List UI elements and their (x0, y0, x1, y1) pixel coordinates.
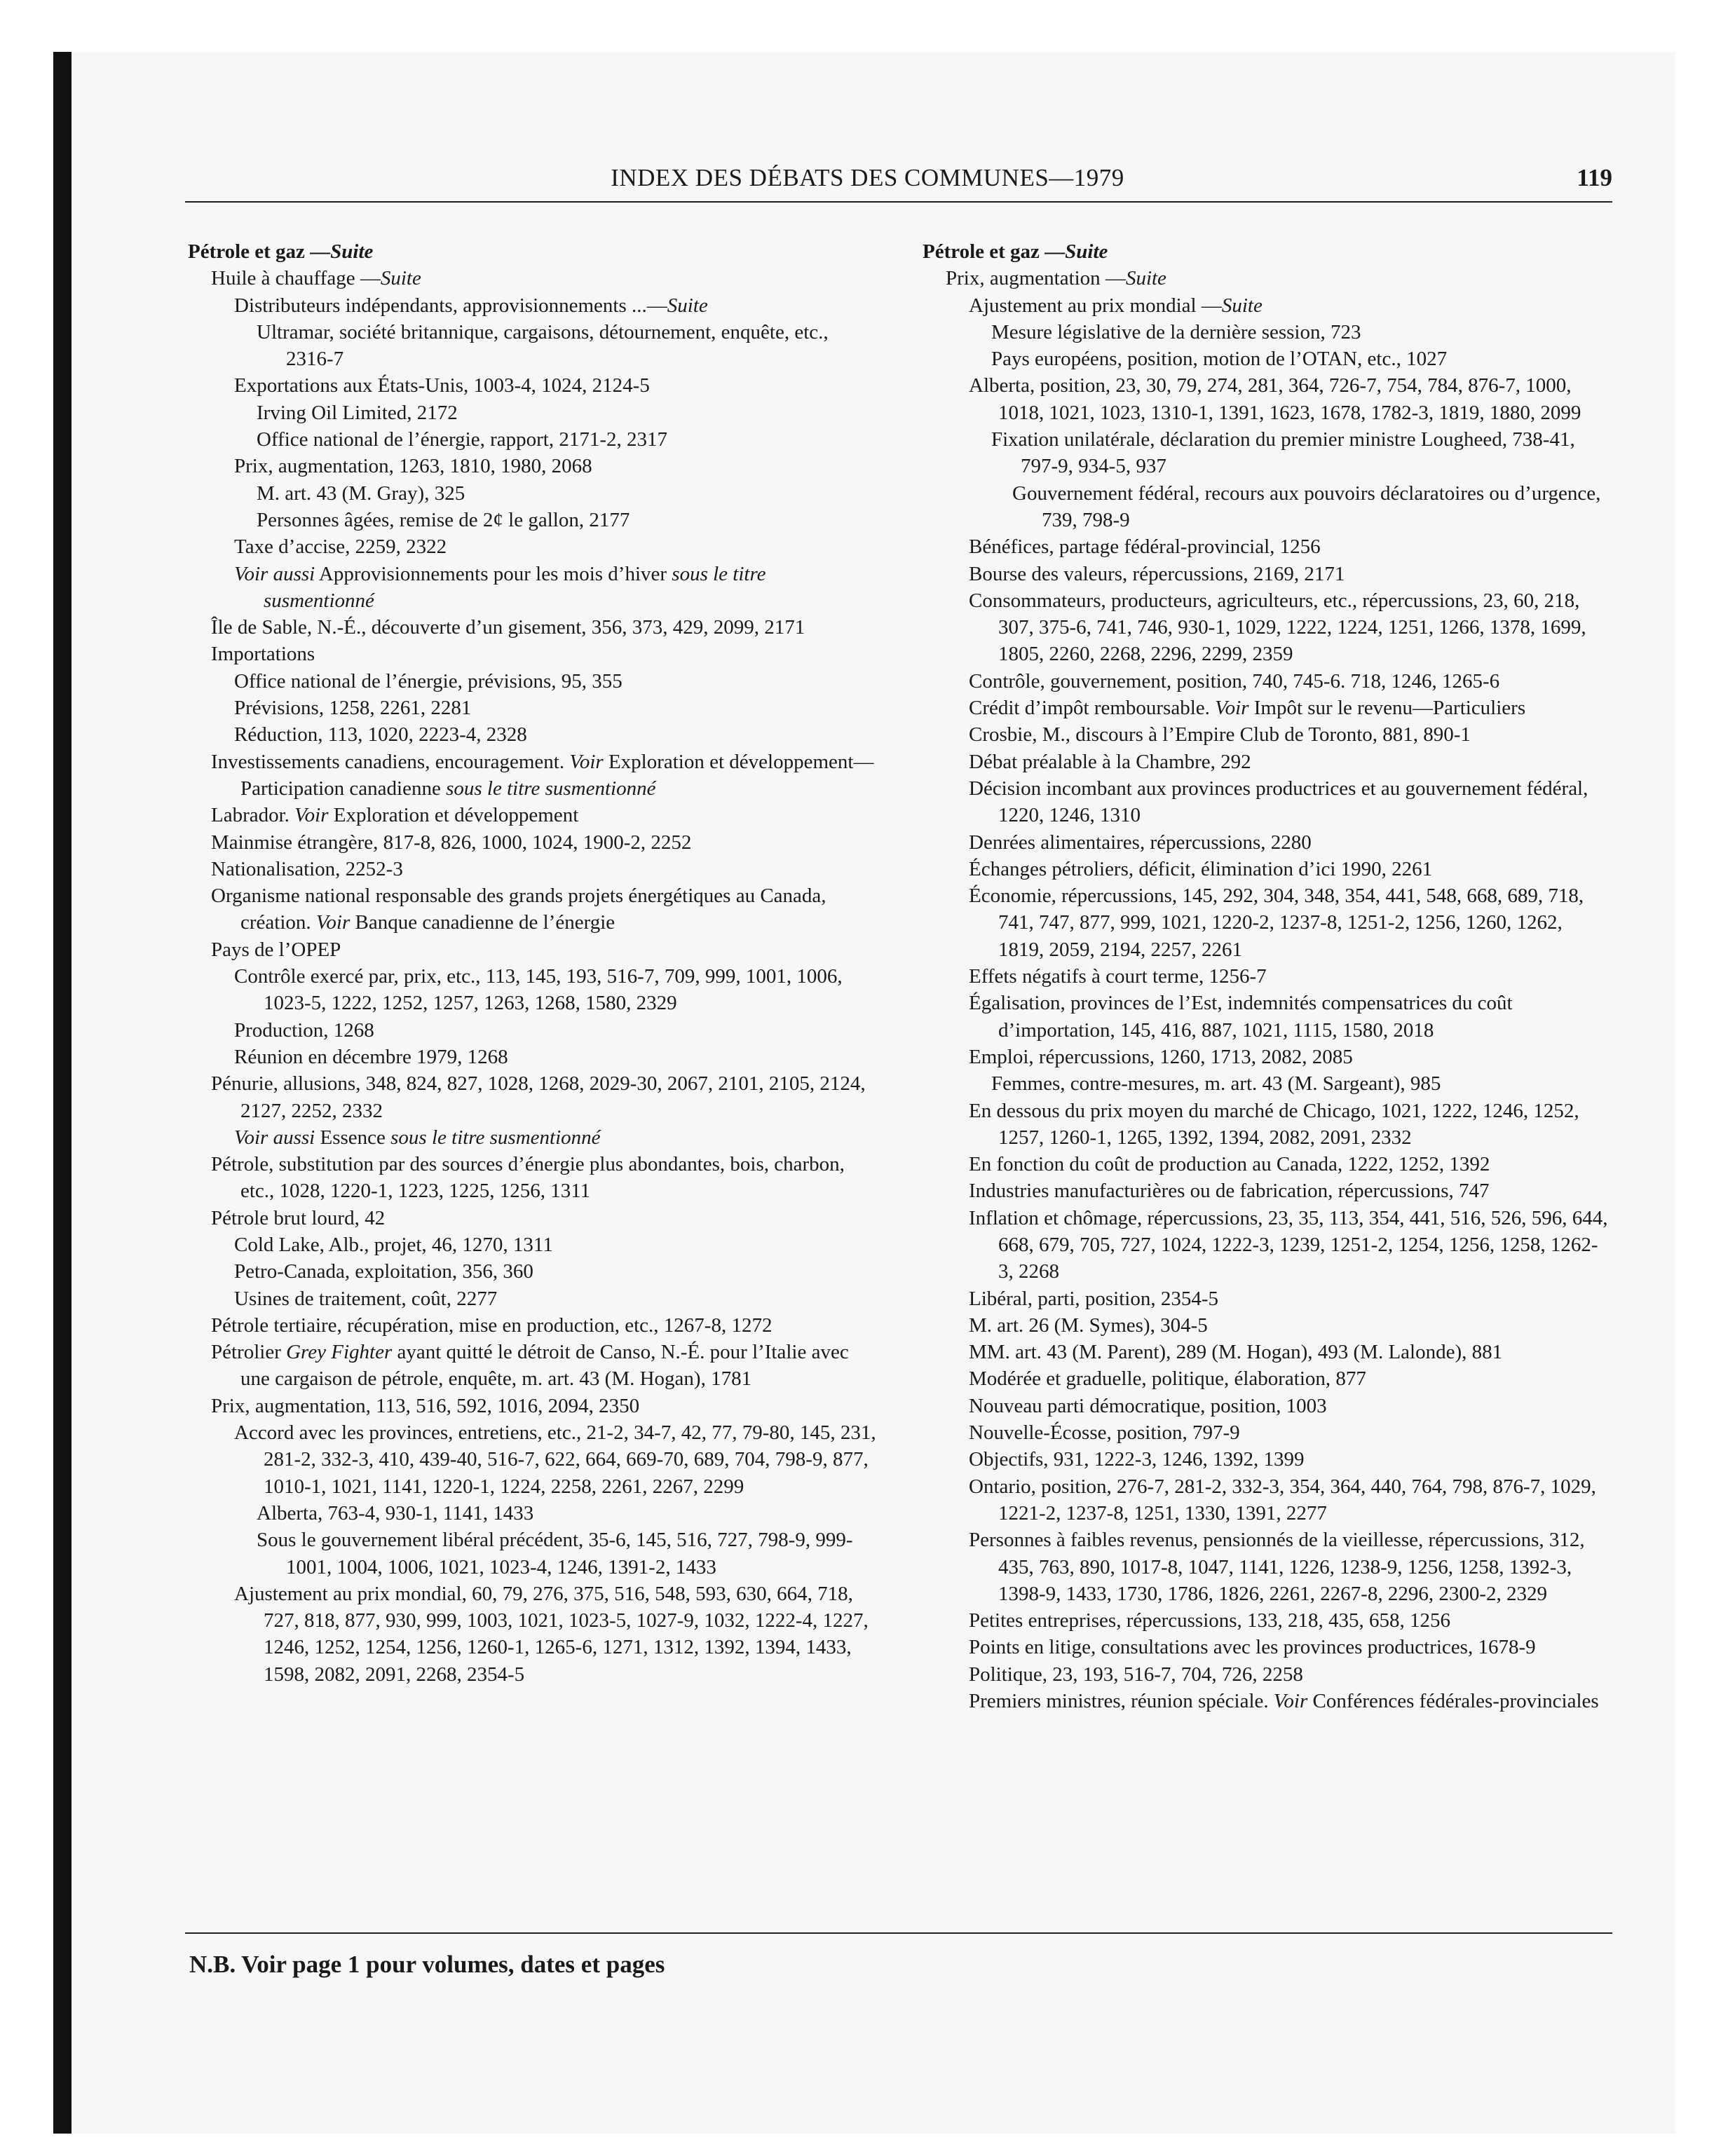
entry-text: Modérée et graduelle, politique, élaboration, 877 (969, 1367, 1366, 1391)
index-entry (923, 856, 1613, 882)
index-entry (923, 587, 1613, 668)
entry-text: Essence (315, 1126, 391, 1149)
entry-text: Prix, augmentation, 113, 516, 592, 1016, 2094, 2350 (211, 1394, 640, 1417)
index-entry (923, 265, 1613, 292)
binding-edge-shadow (53, 52, 72, 2134)
index-entry (188, 695, 878, 721)
index-entry (923, 1365, 1613, 1392)
entry-text: Effets négatifs à court terme, 1256-7 (969, 965, 1267, 988)
index-entry (923, 1151, 1613, 1178)
entry-italic: Suite (1221, 294, 1263, 317)
entry-text: Prix, augmentation, 1263, 1810, 1980, 2068 (234, 455, 592, 478)
index-entry (188, 480, 878, 507)
index-entry (923, 1527, 1613, 1607)
index-entry (188, 802, 878, 828)
entry-text: Crosbie, M., discours à l’Empire Club de Toronto, 881, 890-1 (969, 723, 1471, 746)
entry-text: Femmes, contre-mesures, m. art. 43 (M. Sargeant), 985 (991, 1072, 1441, 1096)
entry-text: Politique, 23, 193, 516-7, 704, 726, 2258 (969, 1663, 1303, 1686)
index-entry (188, 641, 878, 667)
entry-italic: Voir (315, 911, 351, 934)
index-entry (923, 1446, 1613, 1473)
running-header-title: INDEX DES DÉBATS DES COMMUNES—1979 (611, 164, 1124, 191)
index-entry (188, 533, 878, 560)
entry-text: Alberta, position, 23, 30, 79, 274, 281, 364, 726-7, 754, 784, 876-7, 1000, 1018, 1021, 1023, 1310-1, 1391, 1623, 1678, 1782-3, 1819, 1880, 2099 (969, 374, 1581, 424)
index-entry (188, 1231, 878, 1258)
entry-italic: Suite (330, 240, 374, 263)
entry-text: Importations (211, 643, 315, 666)
entry-text: Taxe d’accise, 2259, 2322 (234, 535, 447, 559)
entry-text: Exploration et développement (328, 804, 579, 827)
index-entry (188, 1285, 878, 1312)
index-entry (188, 749, 878, 803)
index-entry (923, 1312, 1613, 1339)
index-entry (923, 1205, 1613, 1285)
entry-text: Économie, répercussions, 145, 292, 304, 348, 354, 441, 548, 668, 689, 718, 741, 747, 877, 999, 1021, 1220-2, 1237-8, 1251-2, 1256, 1260, 1262, 1819, 2059, 2194, 2257, 2261 (969, 885, 1584, 961)
entry-text: Pétrole, substitution par des sources d’énergie plus abondantes, bois, charbon, etc., 1028, 1220-1, 1223, 1225, 1256, 1311 (211, 1153, 845, 1203)
entry-text: Inflation et chômage, répercussions, 23, 35, 113, 354, 441, 516, 526, 596, 644, 668, 679, 705, 727, 1024, 1222-3, 1239, 1251-2, 1254, 1256, 1258, 1262-3, 2268 (969, 1206, 1608, 1283)
entry-italic: Voir (569, 750, 604, 773)
entry-italic: sous le titre susmentionné (264, 562, 766, 612)
entry-text: Cold Lake, Alb., projet, 46, 1270, 1311 (234, 1233, 553, 1256)
entry-text: Accord avec les provinces, entretiens, etc., 21-2, 34-7, 42, 77, 79-80, 145, 231, 281-2, 332-3, 410, 439-40, 516-7, 622, 664, 669-70, 689, 704, 798-9, 877, 1010-1, 1021, 1141, 1220-1, 1224, 2258, 2261, 2267, 2299 (234, 1421, 876, 1498)
index-entry (923, 1285, 1613, 1312)
entry-italic: Grey Fighter (286, 1341, 393, 1364)
index-entry (188, 319, 878, 373)
index-column-left (188, 238, 878, 1688)
entry-text: Pétrole brut lourd, 42 (211, 1206, 386, 1229)
entry-text: Impôt sur le revenu—Particuliers (1248, 697, 1526, 720)
entry-text: Bénéfices, partage fédéral-provincial, 1256 (969, 535, 1321, 559)
index-entry (923, 426, 1613, 480)
entry-text: Île de Sable, N.-É., découverte d’un gisement, 356, 373, 429, 2099, 2171 (211, 616, 805, 639)
entry-text: Bourse des valeurs, répercussions, 2169, 2171 (969, 562, 1345, 585)
index-entry (188, 882, 878, 936)
footer-rule (185, 1932, 1612, 1934)
entry-text: Exportations aux États-Unis, 1003-4, 1024, 2124-5 (234, 374, 650, 397)
index-entry (188, 1393, 878, 1419)
index-entry (188, 292, 878, 319)
see-also-label: Voir aussi (234, 562, 315, 585)
entry-text: Nouveau parti démocratique, position, 1003 (969, 1394, 1327, 1417)
index-entry (188, 1124, 878, 1151)
entry-text: Industries manufacturières ou de fabrication, répercussions, 747 (969, 1180, 1490, 1203)
entry-text: En dessous du prix moyen du marché de Chicago, 1021, 1222, 1246, 1252, 1257, 1260-1, 1265, 1392, 1394, 2082, 2091, 2332 (969, 1099, 1579, 1149)
entry-text: Organisme national responsable des grands projets énergétiques au Canada, création. (211, 885, 826, 934)
index-entry (188, 1419, 878, 1500)
index-entry (188, 936, 878, 963)
entry-italic: Suite (1125, 267, 1166, 290)
index-entry (923, 1473, 1613, 1527)
entry-text: Production, 1268 (234, 1018, 374, 1042)
entry-text: Personnes âgées, remise de 2¢ le gallon, 2177 (257, 508, 630, 531)
index-entry (188, 1527, 878, 1581)
entry-italic: Voir (1215, 697, 1249, 720)
index-entry (923, 319, 1613, 346)
index-entry (923, 292, 1613, 319)
index-entry (188, 400, 878, 426)
index-entry (188, 1070, 878, 1124)
index-entry (188, 1339, 878, 1393)
index-entry (188, 372, 878, 399)
index-entry (188, 668, 878, 695)
index-entry (923, 561, 1613, 587)
entry-text: Alberta, 763-4, 930-1, 1141, 1433 (257, 1501, 534, 1524)
entry-text: Pétrole et gaz — (923, 240, 1066, 263)
index-entry (188, 1581, 878, 1688)
footer-note: N.B. Voir page 1 pour volumes, dates et pages (189, 1951, 665, 1978)
entry-text: Exploration et développement—Participation canadienne (240, 750, 874, 800)
index-entry (923, 372, 1613, 426)
entry-text: Nouvelle-Écosse, position, 797-9 (969, 1421, 1240, 1445)
index-entry (188, 614, 878, 641)
index-entry (188, 426, 878, 453)
entry-text: Investissements canadiens, encouragement. (211, 750, 570, 773)
page-number: 119 (1577, 164, 1612, 191)
index-entry (188, 561, 878, 615)
index-entry (188, 1151, 878, 1205)
entry-text: Petites entreprises, répercussions, 133, 218, 435, 658, 1256 (969, 1609, 1451, 1632)
entry-text: MM. art. 43 (M. Parent), 289 (M. Hogan), 493 (M. Lalonde), 881 (969, 1341, 1503, 1364)
entry-text: Nationalisation, 2252-3 (211, 857, 403, 880)
index-entry (188, 963, 878, 1017)
entry-text: Ajustement au prix mondial, 60, 79, 276, 375, 516, 548, 593, 630, 664, 718, 727, 818, 877, 930, 999, 1003, 1021, 1023-5, 1027-9, 1032, 1222-4, 1227, 1246, 1252, 1254, 1256, 1260-1, 1265-6, 1271, 1312, 1392, 1394, 1433, 1598, 2082, 2091, 2268, 2354-5 (234, 1582, 869, 1686)
index-entry (923, 1070, 1613, 1097)
entry-text: En fonction du coût de production au Canada, 1222, 1252, 1392 (969, 1153, 1490, 1176)
index-entry (188, 507, 878, 533)
entry-italic: sous le titre susmentionné (446, 777, 656, 800)
index-entry (923, 1607, 1613, 1634)
entry-text: Petro-Canada, exploitation, 356, 360 (234, 1260, 533, 1283)
entry-text: Premiers ministres, réunion spéciale. (969, 1690, 1274, 1713)
entry-text: Huile à chauffage — (211, 267, 381, 290)
index-entry (923, 480, 1613, 534)
entry-text: Objectifs, 931, 1222-3, 1246, 1392, 1399 (969, 1448, 1305, 1471)
header-rule (185, 201, 1612, 203)
index-entry (923, 990, 1613, 1044)
entry-text: Fixation unilatérale, déclaration du premier ministre Lougheed, 738-41, 797-9, 934-5, 937 (991, 428, 1575, 478)
entry-text: Ontario, position, 276-7, 281-2, 332-3, 354, 364, 440, 764, 798, 876-7, 1029, 1221-2, 1237-8, 1251, 1330, 1391, 2277 (969, 1475, 1596, 1524)
index-entry (923, 1688, 1613, 1714)
entry-text: Pays européens, position, motion de l’OTAN, etc., 1027 (991, 348, 1448, 371)
entry-text: Pétrolier (211, 1341, 287, 1364)
entry-text: Approvisionnements pour les mois d’hiver (315, 562, 672, 585)
entry-text: Mainmise étrangère, 817-8, 826, 1000, 1024, 1900-2, 2252 (211, 831, 692, 854)
index-entry (923, 963, 1613, 990)
entry-text: Pétrole et gaz — (188, 240, 331, 263)
index-entry (188, 721, 878, 748)
entry-text: Usines de traitement, coût, 2277 (234, 1287, 498, 1310)
entry-text: Gouvernement fédéral, recours aux pouvoirs déclaratoires ou d’urgence, 739, 798-9 (1012, 482, 1601, 531)
entry-text: Labrador. (211, 804, 295, 827)
entry-text: M. art. 26 (M. Symes), 304-5 (969, 1314, 1208, 1337)
index-entry (188, 1258, 878, 1285)
index-entry (923, 882, 1613, 963)
entry-text: Ultramar, société britannique, cargaisons, détournement, enquête, etc., 2316-7 (257, 320, 829, 371)
entry-text: Contrôle, gouvernement, position, 740, 745-6. 718, 1246, 1265-6 (969, 669, 1500, 692)
entry-text: Denrées alimentaires, répercussions, 2280 (969, 831, 1312, 854)
entry-text: Décision incombant aux provinces productrices et au gouvernement fédéral, 1220, 1246, 1310 (969, 777, 1588, 827)
index-entry (923, 749, 1613, 775)
entry-text: Pétrole tertiaire, récupération, mise en production, etc., 1267-8, 1272 (211, 1314, 773, 1337)
entry-text: Réduction, 113, 1020, 2223-4, 2328 (234, 723, 527, 746)
entry-text: Points en litige, consultations avec les provinces productrices, 1678-9 (969, 1636, 1536, 1659)
entry-text: Distributeurs indépendants, approvisionnements ...— (234, 294, 667, 317)
index-entry (188, 1044, 878, 1070)
index-entry (923, 829, 1613, 856)
index-entry (923, 1098, 1613, 1152)
index-column-right (923, 238, 1613, 1714)
index-entry (188, 829, 878, 856)
entry-text: Office national de l’énergie, rapport, 2171-2, 2317 (257, 428, 667, 451)
entry-text: Prévisions, 1258, 2261, 2281 (234, 697, 472, 720)
entry-text: Personnes à faibles revenus, pensionnés de la vieillesse, répercussions, 312, 435, 763, 890, 1017-8, 1047, 1141, 1226, 1238-9, 1256, 1258, 1392-3, 1398-9, 1433, 1730, 1786, 1826, 2261, 2267-8, 2296, 2300-2, 2329 (969, 1529, 1585, 1605)
index-entry (923, 533, 1613, 560)
entry-text: Emploi, répercussions, 1260, 1713, 2082, 2085 (969, 1045, 1353, 1068)
entry-text: ayant quitté le détroit de Canso, N.-É. pour l’Italie avec une cargaison de pétrole, enquête, m. art. 43 (M. Hogan), 1781 (240, 1341, 849, 1391)
index-heading (188, 238, 878, 265)
index-entry (923, 1393, 1613, 1419)
entry-text: Débat préalable à la Chambre, 292 (969, 750, 1251, 773)
entry-italic: Voir (294, 804, 329, 827)
entry-italic: Suite (1065, 240, 1108, 263)
index-entry (923, 1339, 1613, 1365)
index-entry (188, 856, 878, 882)
entry-text: Pénurie, allusions, 348, 824, 827, 1028, 1268, 2029-30, 2067, 2101, 2105, 2124, 2127, 2252, 2332 (211, 1072, 866, 1122)
entry-text: Mesure législative de la dernière session, 723 (991, 320, 1361, 343)
entry-text: Contrôle exercé par, prix, etc., 113, 145, 193, 516-7, 709, 999, 1001, 1006, 1023-5, 1222, 1252, 1257, 1263, 1268, 1580, 2329 (234, 965, 843, 1015)
entry-text: Office national de l’énergie, prévisions, 95, 355 (234, 669, 622, 692)
index-entry (923, 1044, 1613, 1070)
index-entry (188, 265, 878, 292)
entry-text: Libéral, parti, position, 2354-5 (969, 1287, 1218, 1310)
entry-text: Échanges pétroliers, déficit, élimination d’ici 1990, 2261 (969, 857, 1433, 880)
entry-italic: Suite (380, 267, 421, 290)
index-entry (923, 695, 1613, 721)
entry-text: Prix, augmentation — (946, 267, 1126, 290)
index-entry (923, 668, 1613, 695)
index-heading (923, 238, 1613, 265)
index-entry (923, 346, 1613, 372)
index-entry (923, 721, 1613, 748)
index-entry (188, 1017, 878, 1044)
entry-text: Ajustement au prix mondial — (969, 294, 1222, 317)
entry-text: Pays de l’OPEP (211, 938, 341, 961)
index-entry (923, 1661, 1613, 1688)
entry-italic: Suite (667, 294, 708, 317)
index-entry (923, 1419, 1613, 1446)
index-entry (188, 1500, 878, 1527)
entry-italic: Voir (1273, 1690, 1308, 1713)
entry-text: Irving Oil Limited, 2172 (257, 401, 458, 424)
entry-text: Consommateurs, producteurs, agriculteurs, etc., répercussions, 23, 60, 218, 307, 375-6, 741, 746, 930-1, 1029, 1222, 1224, 1251, 1266, 1378, 1699, 1805, 2260, 2268, 2296, 2299, 2359 (969, 589, 1586, 666)
index-entry (923, 1178, 1613, 1204)
entry-text: Sous le gouvernement libéral précédent, 35-6, 145, 516, 727, 798-9, 999-1001, 1004, 1006, 1021, 1023-4, 1246, 1391-2, 1433 (257, 1529, 853, 1578)
index-entry (923, 1634, 1613, 1660)
index-entry (188, 1205, 878, 1231)
index-entry (923, 775, 1613, 829)
entry-text: M. art. 43 (M. Gray), 325 (257, 482, 465, 505)
entry-text: Crédit d’impôt remboursable. (969, 697, 1216, 720)
entry-italic: sous le titre susmentionné (390, 1126, 601, 1149)
entry-text: Banque canadienne de l’énergie (350, 911, 615, 934)
entry-text: Égalisation, provinces de l’Est, indemnités compensatrices du coût d’importation, 145, 416, 887, 1021, 1115, 1580, 2018 (969, 992, 1513, 1042)
see-also-label: Voir aussi (234, 1126, 315, 1149)
entry-text: Conférences fédérales-provinciales (1307, 1690, 1599, 1713)
index-entry (188, 453, 878, 479)
entry-text: Réunion en décembre 1979, 1268 (234, 1045, 508, 1068)
index-entry (188, 1312, 878, 1339)
